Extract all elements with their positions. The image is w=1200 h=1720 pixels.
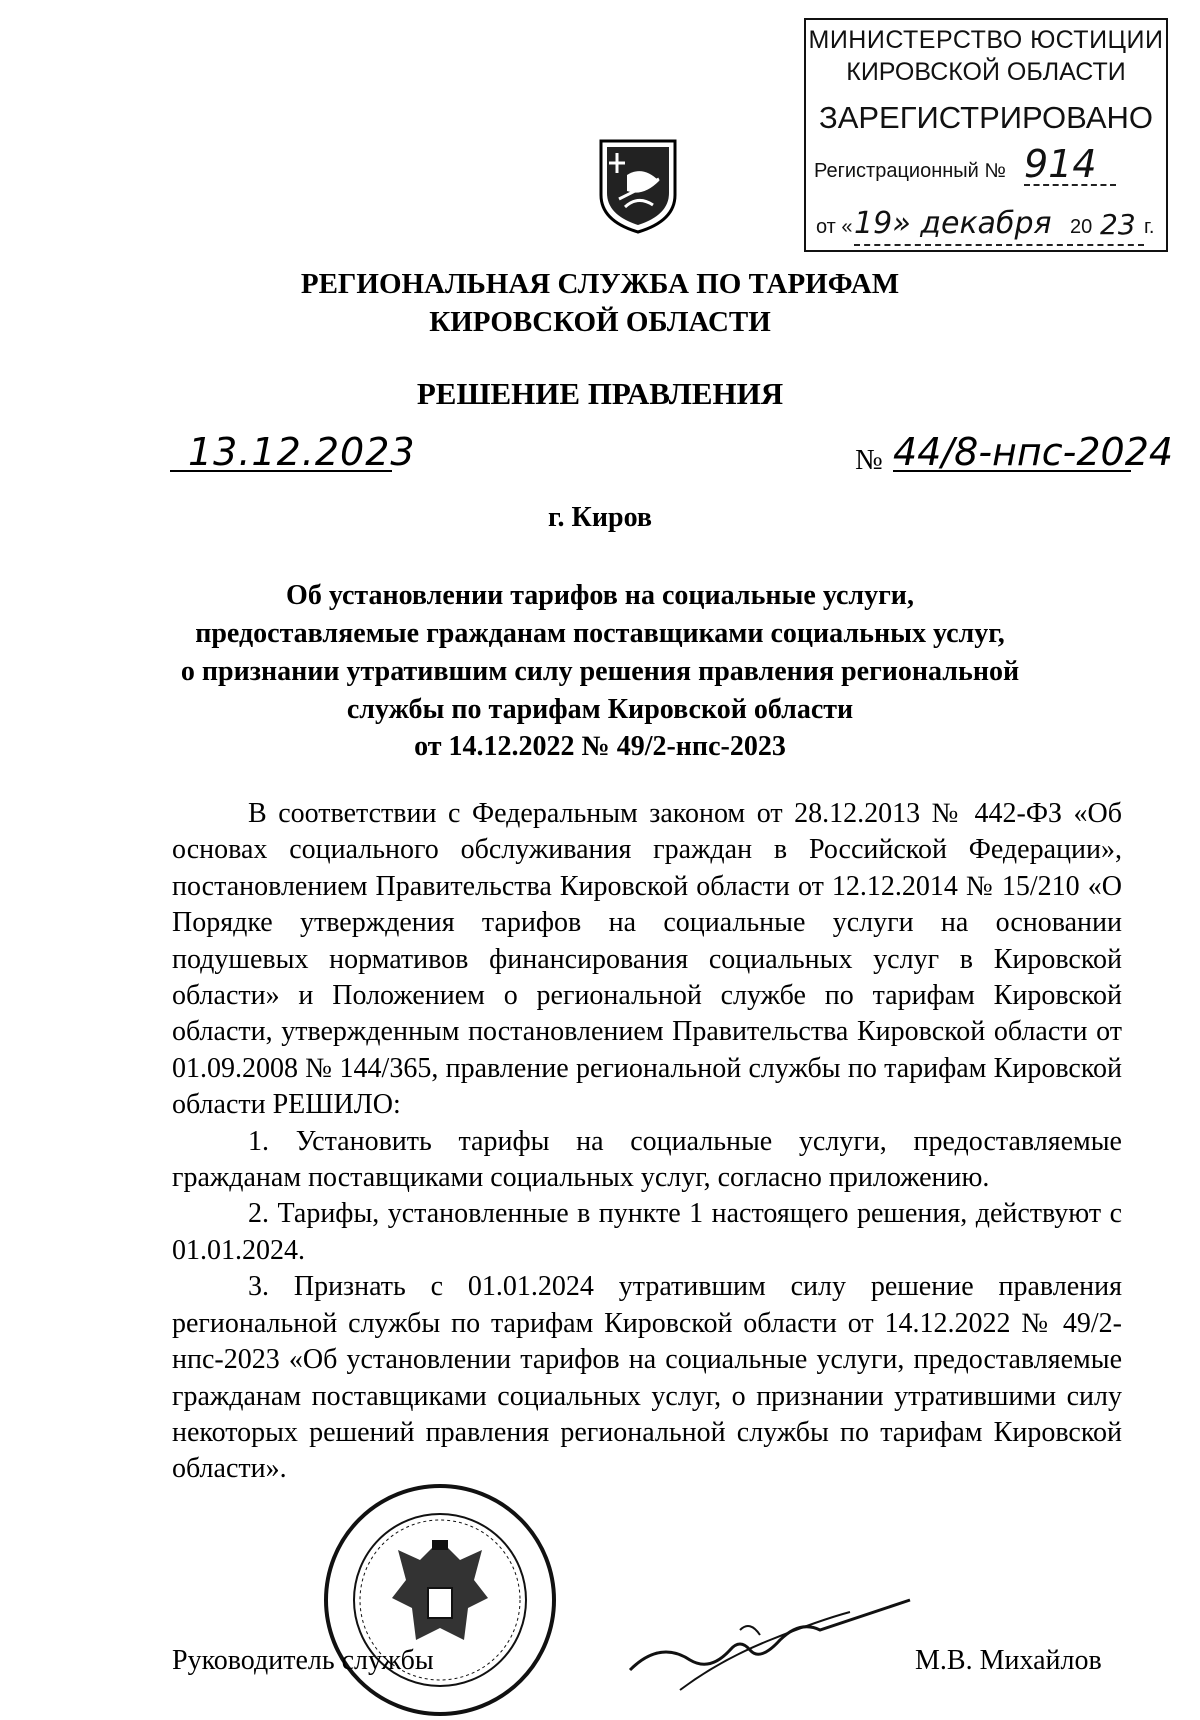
stamp-reg-label: Регистрационный № [814,160,1006,182]
subject-line-3: о признании утратившим силу решения правления региональной [180,656,1020,687]
stamp-date-handwritten [854,206,1052,241]
number-sign: № [855,444,883,476]
stamp-reg-number: 914 [1024,142,1097,186]
subject-line-4: службы по тарифам Кировской области [346,694,854,725]
stamp-reg-number-line [1024,184,1116,186]
stamp-year-prefix: 20 [1070,216,1093,238]
org-name-line1: РЕГИОНАЛЬНАЯ СЛУЖБА ПО ТАРИФАМ [300,268,900,300]
subject-line-2: предоставляемые гражданам поставщиками социальных услуг, [195,618,1005,649]
decision-date: 13.12.2023 [188,430,416,474]
signer-name: М.В. Михайлов [915,1645,1102,1676]
decision-body [172,796,1122,1488]
org-name-line2: КИРОВСКОЙ ОБЛАСТИ [429,306,771,338]
body-item-1: 1. Установить тарифы на социальные услуги, предоставляемые гражданам поставщиками социальных услуг, согласно приложению. [172,1125,1122,1194]
signer-title: Руководитель службы [172,1645,434,1676]
registration-stamp [804,18,1168,252]
decision-date-line [170,470,392,472]
stamp-year-suffix: 23 [1100,208,1136,241]
stamp-region-line: КИРОВСКОЙ ОБЛАСТИ [846,58,1126,86]
body-item-2: 2. Тарифы, установленные в пункте 1 настоящего решения, действуют с 01.01.2024. [172,1198,1122,1266]
decision-number-line [893,470,1131,472]
body-preamble: В соответствии с Федеральным законом от 28.12.2013 № 442-ФЗ «Об основах социального обслуживания граждан в Российской Федерации», постановлением Правительства Кировской области от 12.12.2014 № 15/210 «О Порядке утверждения тарифов на социальные услуги на основании подушевых нормативов финансирования социальных услуг в Кировской области» и Положением о региональной службе по тарифам Кировской области, утвержденным постановлением Правительства Кировской области от 01.09.2008 № 144/365, правление региональной службы по тарифам Кировской области РЕШИЛО: [172,798,1122,1121]
body-item-3: 3. Признать с 01.01.2024 утратившим силу решение правления региональной службы по тарифам Кировской области от 14.12.2022 № 49/2-нпс-2023 «Об установлении тарифов на социальные услуги, предоставляемые гражданам поставщиками социальных услуг, о признании утратившими силу некоторых решений правления региональной службы по тарифам Кировской области». [172,1271,1122,1485]
stamp-day: 19 [854,206,893,241]
stamp-from-label: от « [816,216,853,238]
round-seal-icon [320,1480,560,1720]
stamp-month: » декабря [892,206,1052,241]
coat-of-arms-icon [597,135,679,235]
city: г. Киров [548,502,652,533]
stamp-year-g: г. [1144,216,1155,238]
subject-line-1: Об установлении тарифов на социальные услуги, [286,580,914,611]
stamp-ministry-line: МИНИСТЕРСТВО ЮСТИЦИИ [808,26,1164,54]
decision-number: 44/8-нпс-2024 [893,430,1174,474]
handwritten-signature-icon [620,1580,920,1700]
stamp-status: ЗАРЕГИСТРИРОВАНО [818,100,1153,135]
stamp-date-line [854,244,1144,246]
document-type: РЕШЕНИЕ ПРАВЛЕНИЯ [416,376,784,411]
subject-line-5: от 14.12.2022 № 49/2-нпс-2023 [414,731,786,762]
